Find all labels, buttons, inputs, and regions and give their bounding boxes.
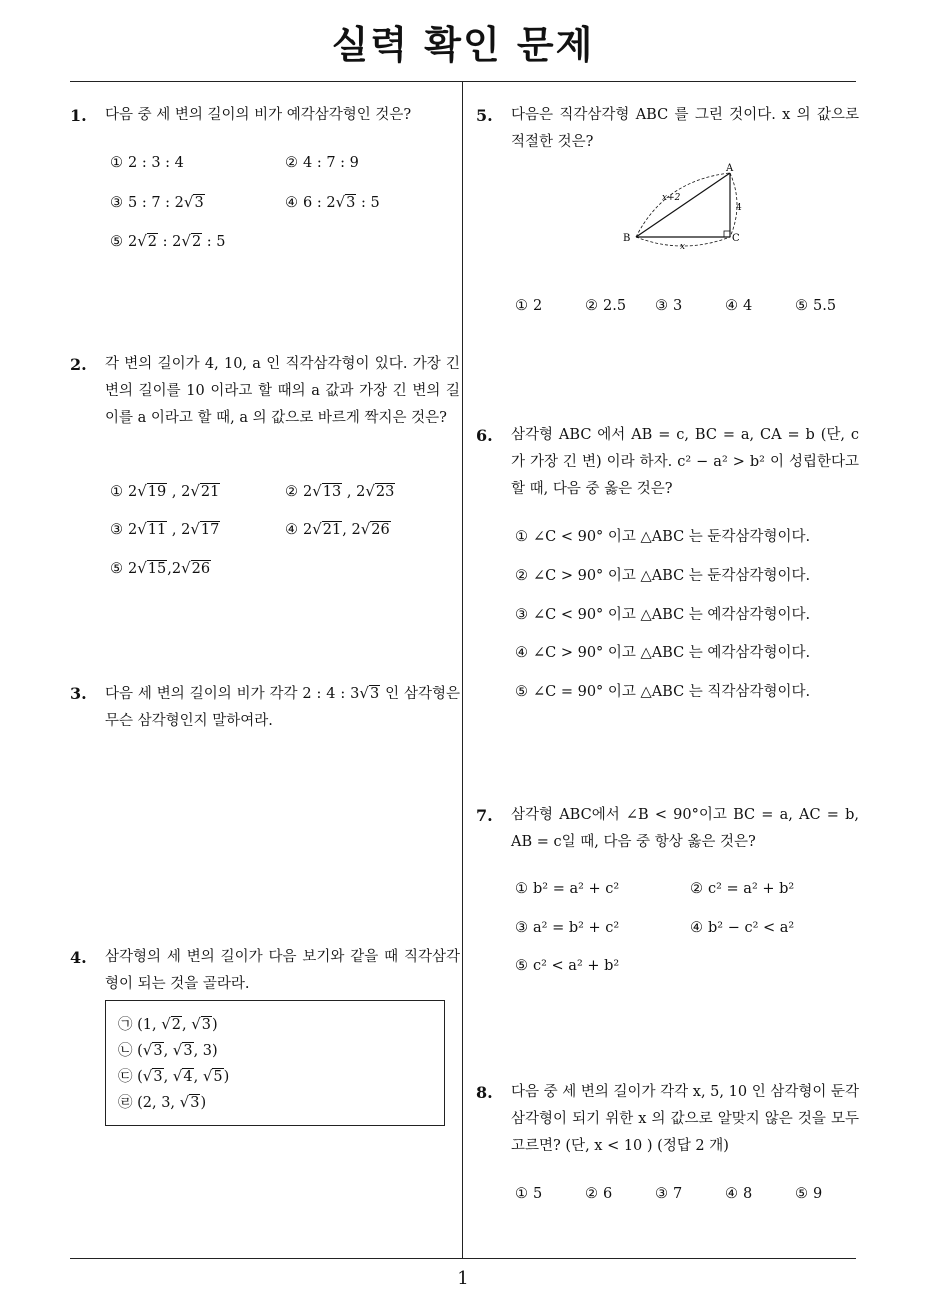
q5-option-3[interactable]: ③ 3 bbox=[655, 298, 683, 314]
question-4 bbox=[70, 944, 460, 1004]
question-number: 1. bbox=[70, 106, 87, 125]
q8-option-2[interactable]: ② 6 bbox=[585, 1186, 613, 1202]
vertex-label-a: A bbox=[726, 163, 734, 174]
q7-option-5[interactable]: ⑤ c² < a² + b² bbox=[515, 958, 620, 974]
q8-option-5[interactable]: ⑤ 9 bbox=[795, 1186, 823, 1202]
q5-option-2[interactable]: ② 2.5 bbox=[585, 298, 627, 314]
q5-option-4[interactable]: ④ 4 bbox=[725, 298, 753, 314]
question-3 bbox=[70, 680, 460, 740]
top-rule bbox=[70, 81, 856, 82]
q1-option-2[interactable]: ② 4 : 7 : 9 bbox=[285, 155, 359, 171]
hypotenuse-label: x+2 bbox=[662, 193, 681, 203]
question-text: 삼각형의 세 변의 길이가 다음 보기와 같을 때 직각삼각형이 되는 것을 골라라. bbox=[105, 949, 460, 992]
question-number: 8. bbox=[476, 1083, 493, 1102]
q6-option-5[interactable]: ⑤ ∠C = 90° 이고 △ABC 는 직각삼각형이다. bbox=[515, 684, 811, 700]
q6-option-2[interactable]: ② ∠C > 90° 이고 △ABC 는 둔각삼각형이다. bbox=[515, 568, 811, 584]
question-8 bbox=[476, 1079, 866, 1164]
page-title: 실력 확인 문제 bbox=[331, 23, 595, 67]
question-number: 6. bbox=[476, 426, 493, 445]
question-text: 다음 중 세 변의 길이의 비가 예각삼각형인 것은? bbox=[105, 107, 412, 123]
question-2 bbox=[70, 351, 460, 461]
question-number: 2. bbox=[70, 355, 87, 374]
q8-option-4[interactable]: ④ 8 bbox=[725, 1186, 753, 1202]
q7-option-2[interactable]: ② c² = a² + b² bbox=[690, 881, 795, 897]
q1-option-1[interactable]: ① 2 : 3 : 4 bbox=[110, 155, 184, 171]
q6-option-4[interactable]: ④ ∠C > 90° 이고 △ABC 는 예각삼각형이다. bbox=[515, 645, 811, 661]
box-item-3[interactable]: ㉢ (√3, √4, √5) bbox=[118, 1067, 230, 1085]
q2-option-3[interactable]: ③ 2√11 , 2√17 bbox=[110, 520, 220, 538]
question-number: 4. bbox=[70, 948, 87, 967]
q1-option-5[interactable]: ⑤ 2√2 : 2√2 : 5 bbox=[110, 232, 226, 250]
q8-option-1[interactable]: ① 5 bbox=[515, 1186, 543, 1202]
question-text: 다음 중 세 변의 길이가 각각 x, 5, 10 인 삼각형이 둔각삼각형이 되기 위한 x 의 값으로 알맞지 않은 것을 모두 고르면? (단, x < 10 ) (정답 2 개) bbox=[511, 1084, 859, 1154]
vertex-label-b: B bbox=[623, 233, 631, 244]
bottom-rule bbox=[70, 1258, 856, 1259]
question-text: 다음은 직각삼각형 ABC 를 그린 것이다. x 의 값으로 적절한 것은? bbox=[511, 107, 859, 150]
q1-option-4[interactable]: ④ 6 : 2√3 : 5 bbox=[285, 193, 380, 211]
choice-box bbox=[105, 1000, 445, 1126]
column-divider bbox=[462, 82, 463, 1258]
q2-option-5[interactable]: ⑤ 2√15,2√26 bbox=[110, 559, 211, 577]
page-number: 1 bbox=[457, 1268, 469, 1289]
question-7 bbox=[476, 802, 866, 862]
question-text: 각 변의 길이가 4, 10, a 인 직각삼각형이 있다. 가장 긴 변의 길이를 10 이라고 할 때의 a 값과 가장 긴 변의 길이를 a 이라고 할 때, a 의 값으로 바르게 짝지은 것은? bbox=[105, 356, 460, 426]
box-item-1[interactable]: ㉠ (1, √2, √3) bbox=[118, 1015, 218, 1033]
q6-option-1[interactable]: ① ∠C < 90° 이고 △ABC 는 둔각삼각형이다. bbox=[515, 529, 811, 545]
side-label: 4 bbox=[736, 203, 742, 213]
q8-option-3[interactable]: ③ 7 bbox=[655, 1186, 683, 1202]
q5-option-5[interactable]: ⑤ 5.5 bbox=[795, 298, 837, 314]
q6-option-3[interactable]: ③ ∠C < 90° 이고 △ABC 는 예각삼각형이다. bbox=[515, 607, 811, 623]
question-number: 7. bbox=[476, 806, 493, 825]
question-text: 삼각형 ABC 에서 AB = c, BC = a, CA = b (단, c 가 가장 긴 변) 이라 하자. c² − a² > b² 이 성립한다고 할 때, 다음 중 옳은 것은? bbox=[511, 427, 859, 497]
box-item-4[interactable]: ㉣ (2, 3, √3) bbox=[118, 1093, 207, 1111]
base-label: x bbox=[680, 242, 686, 250]
right-triangle-figure bbox=[620, 160, 750, 250]
question-number: 3. bbox=[70, 684, 87, 703]
q5-option-1[interactable]: ① 2 bbox=[515, 298, 543, 314]
question-5 bbox=[476, 102, 866, 162]
q7-option-4[interactable]: ④ b² − c² < a² bbox=[690, 920, 795, 936]
q2-option-1[interactable]: ① 2√19 , 2√21 bbox=[110, 482, 220, 500]
q2-option-4[interactable]: ④ 2√21, 2√26 bbox=[285, 520, 390, 538]
question-number: 5. bbox=[476, 106, 493, 125]
question-text: 다음 세 변의 길이의 비가 각각 2 : 4 : 3√3 인 삼각형은 무슨 삼각형인지 말하여라. bbox=[105, 684, 460, 729]
q7-option-3[interactable]: ③ a² = b² + c² bbox=[515, 920, 620, 936]
q1-option-3[interactable]: ③ 5 : 7 : 2√3 bbox=[110, 193, 204, 211]
question-text: 삼각형 ABC에서 ∠B < 90°이고 BC = a, AC = b, AB = c일 때, 다음 중 항상 옳은 것은? bbox=[511, 807, 859, 850]
question-6 bbox=[476, 422, 866, 507]
vertex-label-c: C bbox=[732, 233, 740, 244]
q7-option-1[interactable]: ① b² = a² + c² bbox=[515, 881, 620, 897]
q2-option-2[interactable]: ② 2√13 , 2√23 bbox=[285, 482, 395, 500]
box-item-2[interactable]: ㉡ (√3, √3, 3) bbox=[118, 1041, 218, 1059]
